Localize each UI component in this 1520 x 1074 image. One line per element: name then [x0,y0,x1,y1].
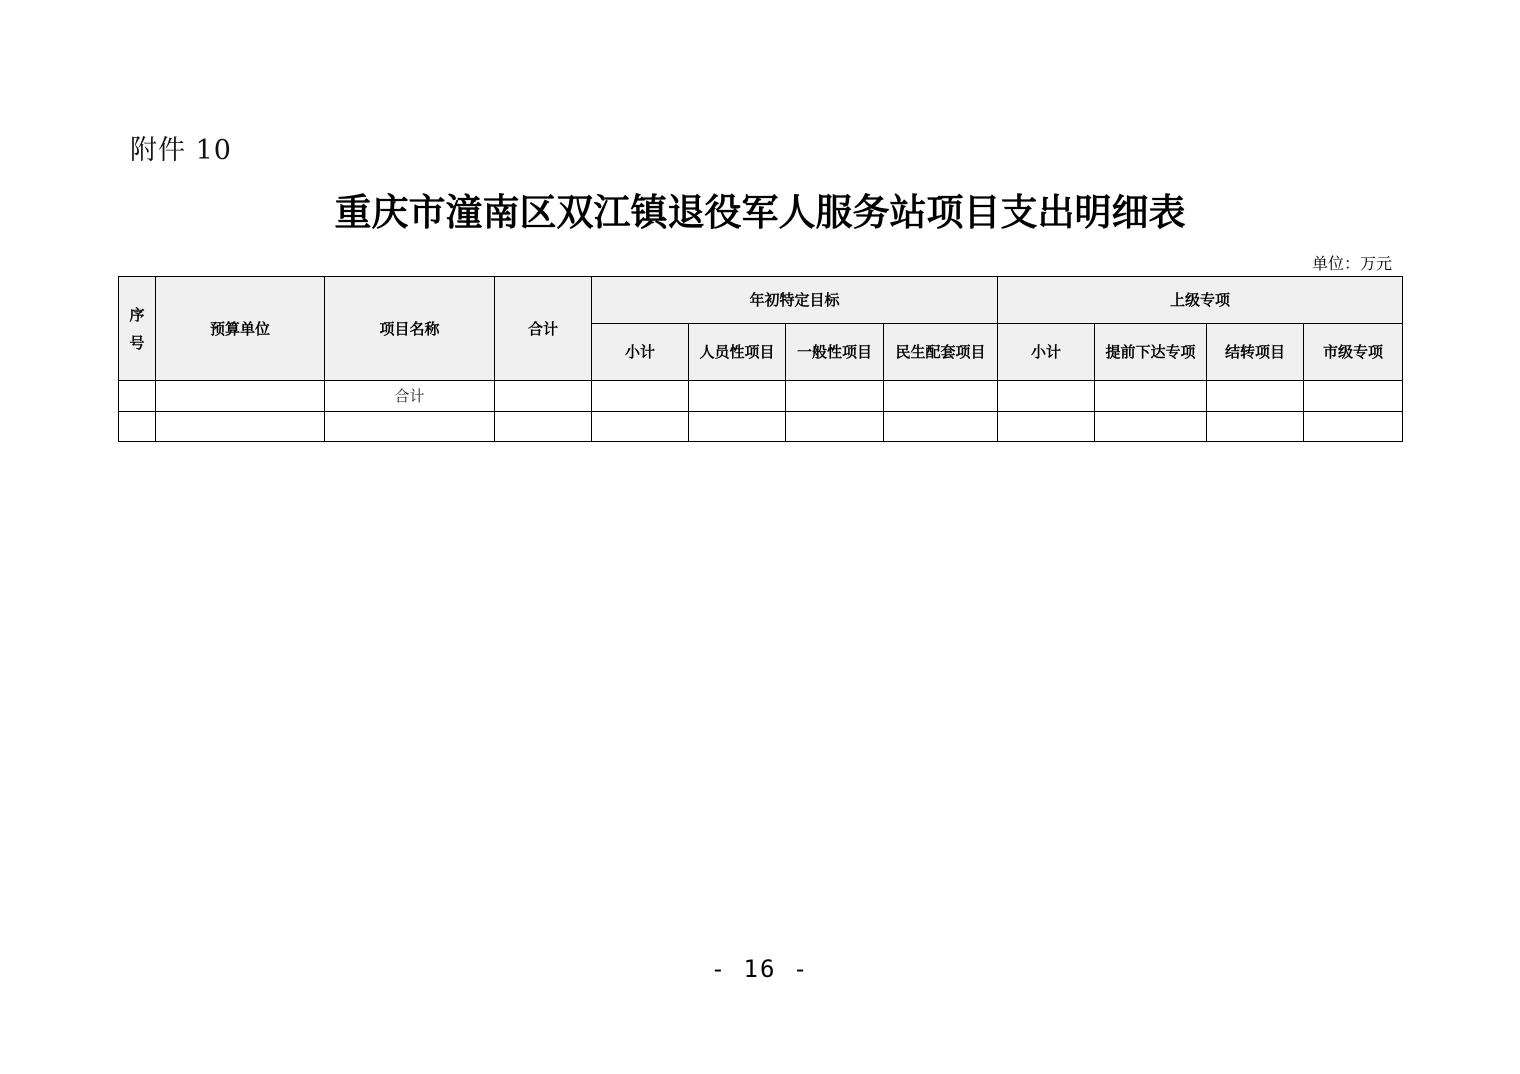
table-cell [884,381,998,412]
table-cell [1304,381,1403,412]
table-cell [1095,381,1207,412]
table-cell [786,412,884,442]
header-superior-carryover: 结转项目 [1207,324,1304,381]
unit-label: 单位：万元 [1311,254,1392,273]
total-row-label: 合计 [325,381,495,412]
header-superior-advance: 提前下达专项 [1095,324,1207,381]
table-cell [998,381,1095,412]
header-total: 合计 [495,277,592,381]
table-cell [1095,412,1207,442]
header-initial-livelihood: 民生配套项目 [884,324,998,381]
table-cell [786,381,884,412]
header-group-superior-special: 上级专项 [998,277,1403,324]
table-cell [592,412,689,442]
header-superior-municipal: 市级专项 [1304,324,1403,381]
table-row-total [119,381,1403,412]
header-initial-personnel: 人员性项目 [689,324,786,381]
table-cell [1207,412,1304,442]
header-initial-subtotal: 小计 [592,324,689,381]
table-cell [592,381,689,412]
header-budget-unit: 预算单位 [156,277,325,381]
table-cell [1304,412,1403,442]
table-cell [998,412,1095,442]
table-cell [884,412,998,442]
expenditure-detail-table [118,276,1403,442]
header-initial-general: 一般性项目 [786,324,884,381]
table-cell [325,412,495,442]
table-cell [689,381,786,412]
table-cell [156,412,325,442]
attachment-label: 附件 10 [130,135,232,166]
header-seq: 序号 [119,277,156,381]
page-title: 重庆市潼南区双江镇退役军人服务站项目支出明细表 [334,190,1186,234]
table-row [119,412,1403,442]
table-cell [689,412,786,442]
table-cell [495,381,592,412]
header-row-1 [119,277,1403,324]
table-cell [495,412,592,442]
table-cell [119,381,156,412]
table-cell [119,412,156,442]
header-group-initial-targets: 年初特定目标 [592,277,998,324]
table-cell [156,381,325,412]
header-project-name: 项目名称 [325,277,495,381]
header-superior-subtotal: 小计 [998,324,1095,381]
table-cell [1207,381,1304,412]
page-number: - 16 - [710,955,810,983]
